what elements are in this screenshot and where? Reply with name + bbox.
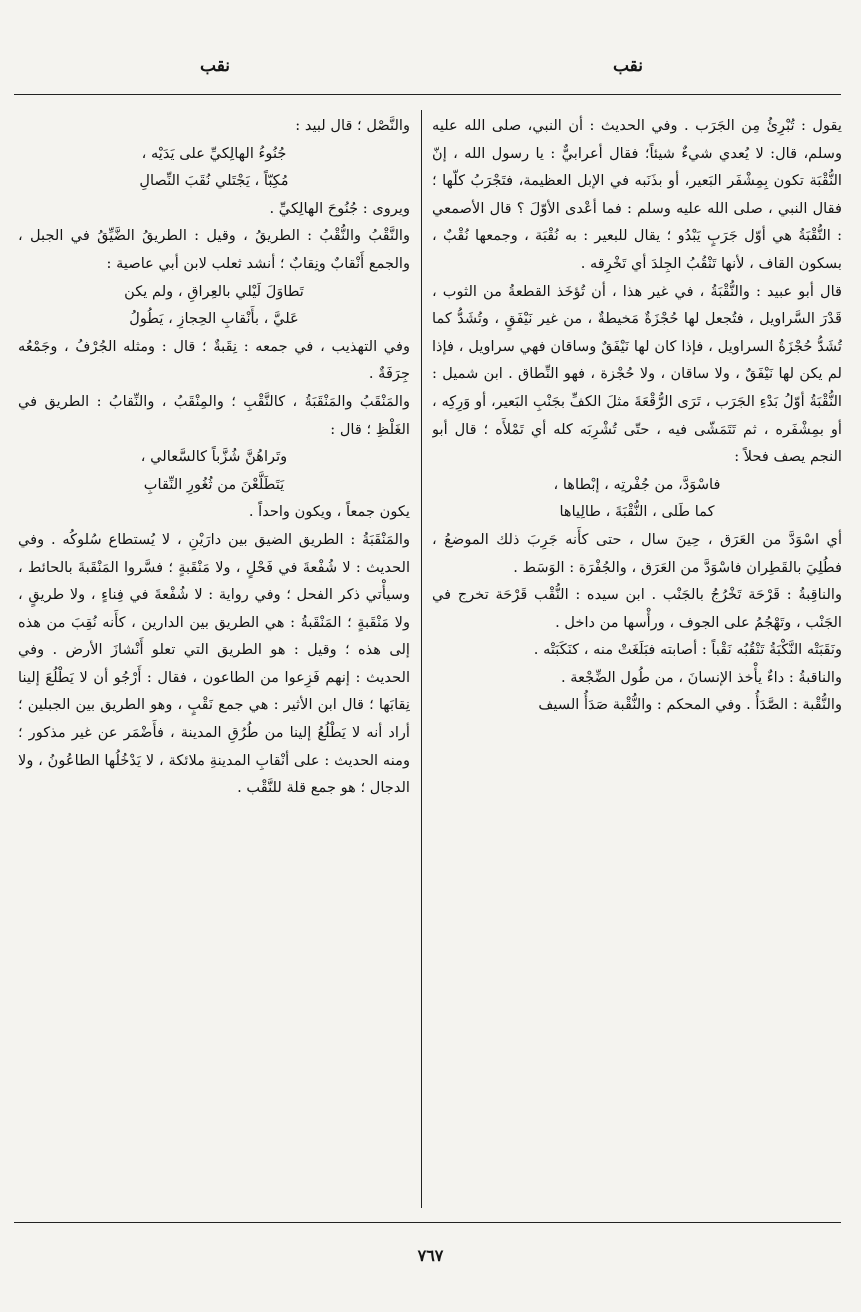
verse-line: فاسْوَدَّ، من جُفْرتِه ، إبْطاها ، xyxy=(553,475,721,493)
verse-line: جُنُوءُ الهالِكيِّ على يَدَيْه ، xyxy=(141,144,287,162)
paragraph: قال أبو عبيد : والنُّقْبَةُ ، في غير هذا ، أن تُؤخَذ القطعةُ من الثوب ، قَدْرَ السَّراويل ، فتُجعل لها حُجْزَةٌ مَخيطةٌ ، من غير نَيْفَقٍ ، وتُشَدُّ كما تُشَدُّ حُجْزَةُ السراويل ، فإذا كان لها نَيْفَقٌ وساقان فهي سراويل ، فإذا لم يكن لها نَيْفَقٌ ، ولا ساقان ، ولا حُجْزة ، فهو النِّطاق . ابن شميل : النُّقْبَةُ أوّلُ بَدْءِ الجَرَب ، تَرَى الرُّقْعَةَ مثلَ الكفِّ بجَنْبِ البَعير، أو وَرِكِه ، أو بمِشْفَره ، ثم تَتَمَشّى فيه ، حتّى تُشْرِبَه كله أي تَمْلأَه ؛ قال أبو النجم يصف فحلاً : xyxy=(432,282,842,466)
paragraph: والناقِبةُ : قَرْحَة تَخْرُجُ بالجَنْب . ابن سيده : النُّقْب قَرْحَة تخرج في الجَنْب ، وتَهْجُمُ على الجوف ، ورأْسها من داخل . xyxy=(432,586,842,631)
verse-line: يَتَطَلَّعْنَ من ثُغُورِ النِّقابِ xyxy=(143,475,285,493)
left-column xyxy=(18,112,410,1212)
paragraph: ويروى : جُنُوحَ الهالِكيِّ . xyxy=(269,199,410,217)
header-right-keyword: نقب xyxy=(612,56,643,76)
top-rule xyxy=(14,94,841,95)
verse-line: وتَراهُنَّ شُزَّباً كالسَّعالي ، xyxy=(140,448,288,466)
paragraph: والناقبةُ : داءٌ يأْخذ الإنسانَ ، من طُول الضِّجْعة . xyxy=(561,668,842,686)
paragraph: والنَّصْل ؛ قال لبيد : xyxy=(295,117,410,134)
verse-line: مُكِبّاً ، يَجْتَلي نُقَبَ النِّصالِ xyxy=(139,172,289,190)
paragraph: والمَنْقَبُ والمَنْقَبَةُ ، كالنَّقْبِ ؛ والمِنْقَبُ ، والنِّقابُ : الطريق في الغَلْظِ ؛ قال : xyxy=(18,392,410,438)
verse-line: كما طَلى ، النُّقْبَةَ ، طالِياها xyxy=(559,503,715,521)
paragraph: أي اسْوَدَّ من العَرَق ، حِينَ سال ، حتى كأَنه جَرِبَ ذلك الموضعُ ، فطُلِيَ بالقَطِران فاسْوَدَّ من العَرَق ، والجُفْرَة : الوَسَط . xyxy=(432,530,842,576)
paragraph: يقول : تُبْرِئُ مِن الجَرَب . وفي الحديث : أن النبي، صلى الله عليه وسلم، قال: لا يُعدي شيءٌ شيئاً؛ فقال أعرابيٌّ : يا رسول الله ، إنّ النُّقْبَة تكون بِمِشْفَر البَعير، أو بذَنَبه في الإبل العظيمة، فتَجْرَبُ كلّها ؛ فقال النبي ، صلى الله عليه وسلم : فما أعْدى الأوّلَ ؟ قال الأصمعي : النُّقْبَةُ هي أوّل جَرَبٍ يَبْدُو ؛ يقال للبعير : به نُقْبَة ، وجمعها نُقْبٌ ، بسكون القاف ، لأنها تَنْقُبُ الجِلدَ أي تَخْرِقه . xyxy=(432,117,842,272)
paragraph: والنُّقْبة : الصَّدَأُ . وفي المحكم : والنُّقْبة صَدَأُ السيف xyxy=(538,696,842,714)
paragraph: يكون جمعاً ، ويكون واحداً . xyxy=(248,503,410,521)
right-column xyxy=(432,112,842,1212)
verse-line: تَطاوَلَ لَيْلي بالعِراقِ ، ولم يكن xyxy=(124,282,304,300)
paragraph: وفي التهذيب ، في جمعه : نِقَبةٌ ؛ قال : ومثله الجُرْفُ ، وجَمْعُه جِرَفَةٌ . xyxy=(18,337,410,383)
paragraph: والمَنْقَبَةُ : الطريق الضيق بين دارَيْنِ ، لا يُستطاع سُلوكُه . وفي الحديث : لا شُفْعةَ في فَحْلٍ ، ولا مَنْقَبةٍ ؛ فسَّروا المَنْقَبةَ بالحائط ، وسيأْتي ذكر الفحل ؛ وفي رواية : لا شُفْعةَ في فِناءٍ ، ولا طريقٍ ، ولا مَنْقَبةٍ ؛ المَنْقَبةُ : هي الطريق بين الدارين ، كأَنه نُقِبَ من هذه إلى هذه ؛ وقيل : هو الطريق التي تعلو أَنْشازَ الأرض . وفي الحديث : إنهم فَزِعوا من الطاعون ، فقال : أَرْجُو أن لا يَطْلُعَ إلينا نِقابَها ؛ قال ابن الأثير : هي جمع نَقْبٍ ، وهو الطريق بين الجبلين ؛ أراد أنه لا يَطْلُعُ إلينا من طُرُقِ المدينة ، فأَضْمَر عن غير مذكور ؛ ومنه الحديث : على أنْقابِ المدينةِ ملائكة ، لا يَدْخُلُها الطاعُونُ ، ولا الدجال ؛ هو جمع قلة للنَّقْب . xyxy=(18,530,410,797)
paragraph: والنَّقْبُ والنُّقْبُ : الطريقُ ، وقيل : الطريقُ الضَّيِّقُ في الجبل ، والجمع أَنْقابٌ ونِقابٌ ؛ أنشد ثعلب لابن أبي عاصية : xyxy=(18,227,410,272)
column-divider xyxy=(421,110,422,1208)
page-number: ٧٦٧ xyxy=(417,1246,444,1265)
paragraph: ونَقَبَتْه النَّكْبَةُ تَنْقُبُه نَقْباً : أصابته فبَلَغَتْ منه ، كنَكَبَتْه . xyxy=(533,641,842,659)
header-left-keyword: نقب xyxy=(200,56,231,76)
bottom-rule xyxy=(14,1222,841,1223)
verse-line: عَليَّ ، بأَنْقابِ الحِجازِ ، يَطُولُ xyxy=(129,310,299,328)
